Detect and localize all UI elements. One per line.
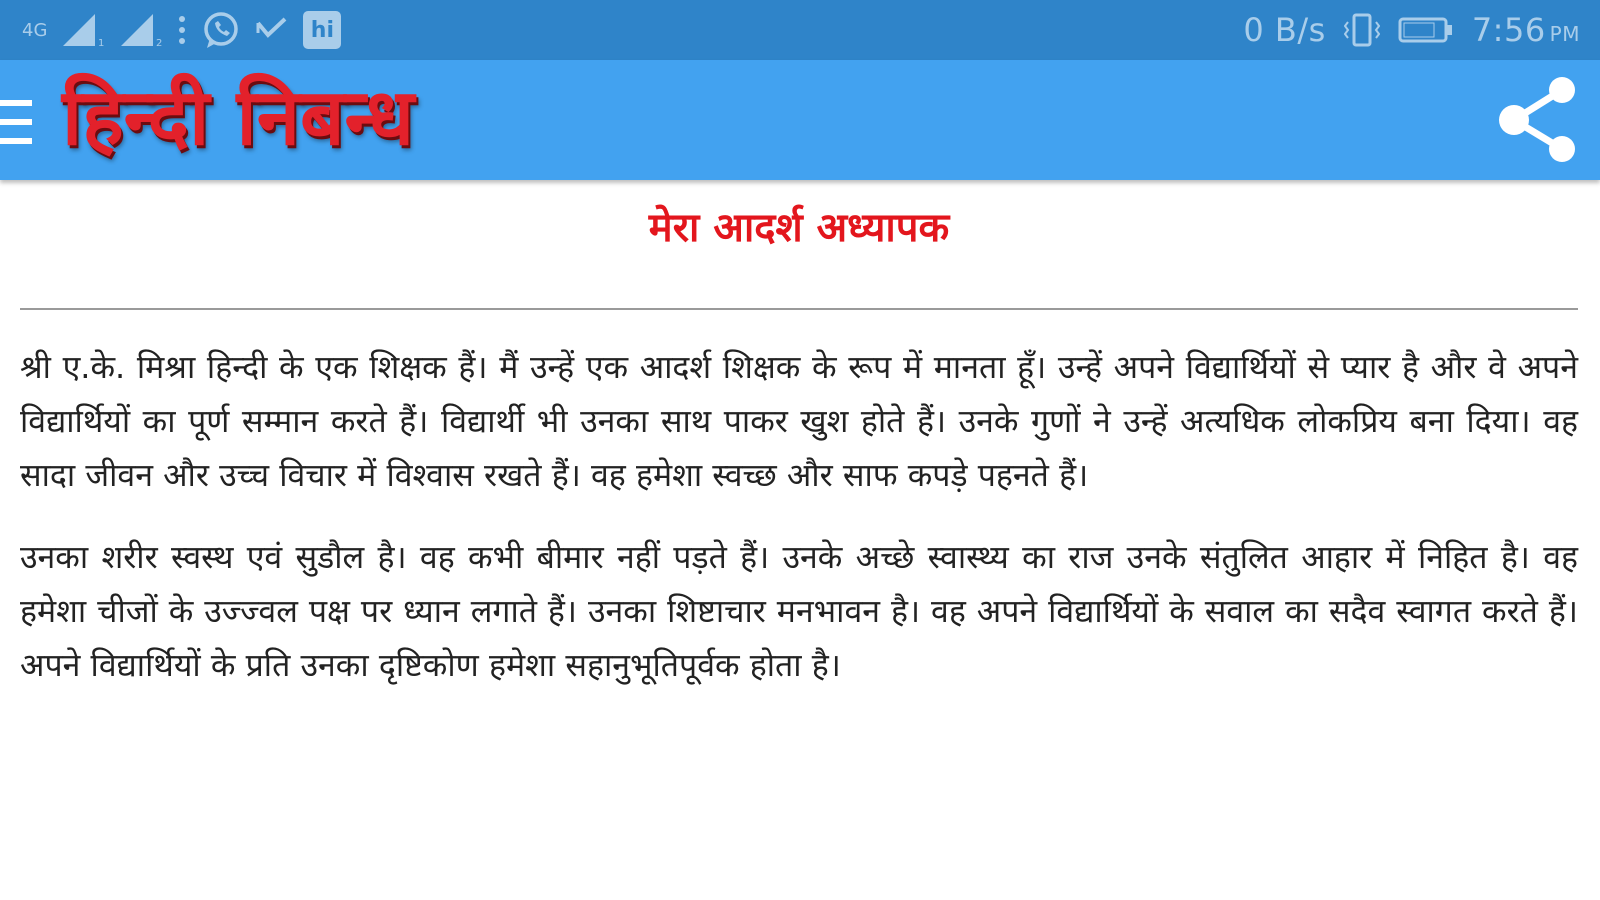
status-bar-right: [1243, 10, 1580, 50]
article-content: [20, 180, 1578, 692]
clock-suffix: PM: [1549, 22, 1580, 46]
app-title: हिन्दी निबन्ध: [62, 72, 415, 163]
battery-icon: [1398, 15, 1454, 45]
svg-text:1: 1: [98, 38, 105, 48]
status-bar: [0, 0, 1600, 60]
status-bar-left: [22, 10, 341, 50]
overflow-dots-icon: [177, 12, 187, 48]
signal-sim1-icon: [61, 12, 105, 48]
clock: [1472, 11, 1580, 49]
whatsapp-icon: [201, 10, 241, 50]
title-divider: [20, 308, 1578, 310]
share-icon[interactable]: [1496, 75, 1582, 165]
network-type-label: 4G: [22, 19, 48, 41]
network-speed: 0 B/s: [1243, 11, 1326, 49]
article-title: मेरा आदर्श अध्यापक: [648, 205, 950, 251]
hi-app-icon: hi: [303, 11, 341, 49]
signal-sim2-icon: [119, 12, 163, 48]
hamburger-menu-icon[interactable]: [0, 100, 32, 144]
article-paragraph-2: उनका शरीर स्वस्थ एवं सुडौल है। वह कभी बीमार नहीं पड़ते हैं। उनके अच्छे स्वास्थ्य का राज उनके संतुलित आहार में निहित है। वह हमेशा चीजों के उज्ज्वल पक्ष पर ध्यान लगाते हैं। उनका शिष्टाचार मनभावन है। वह अपने विद्यार्थियों के सवाल का सदैव स्वागत करते हैं। अपने विद्यार्थियों के प्रति उनका दृष्टिकोण हमेशा सहानुभूतिपूर्वक होता है।: [20, 538, 1578, 684]
vibrate-icon: [1344, 12, 1380, 48]
article-paragraph-1: श्री ए.के. मिश्रा हिन्दी के एक शिक्षक हैं। मैं उन्हें एक आदर्श शिक्षक के रूप में मानता हूँ। उन्हें अपने विद्यार्थियों से प्यार है और वे अपने विद्यार्थियों का पूर्ण सम्मान करते हैं। विद्यार्थी भी उनका साथ पाकर खुश होते हैं। उनके गुणों ने उन्हें अत्यधिक लोकप्रिय बना दिया। वह सादा जीवन और उच्च विचार में विश्वास रखते हैं। वह हमेशा स्वच्छ और साफ कपड़े पहनते हैं।: [20, 348, 1578, 494]
clock-time: 7:56: [1471, 11, 1546, 49]
app-bar: [0, 60, 1600, 180]
missed-call-icon: [255, 15, 289, 45]
svg-text:2: 2: [156, 38, 163, 48]
